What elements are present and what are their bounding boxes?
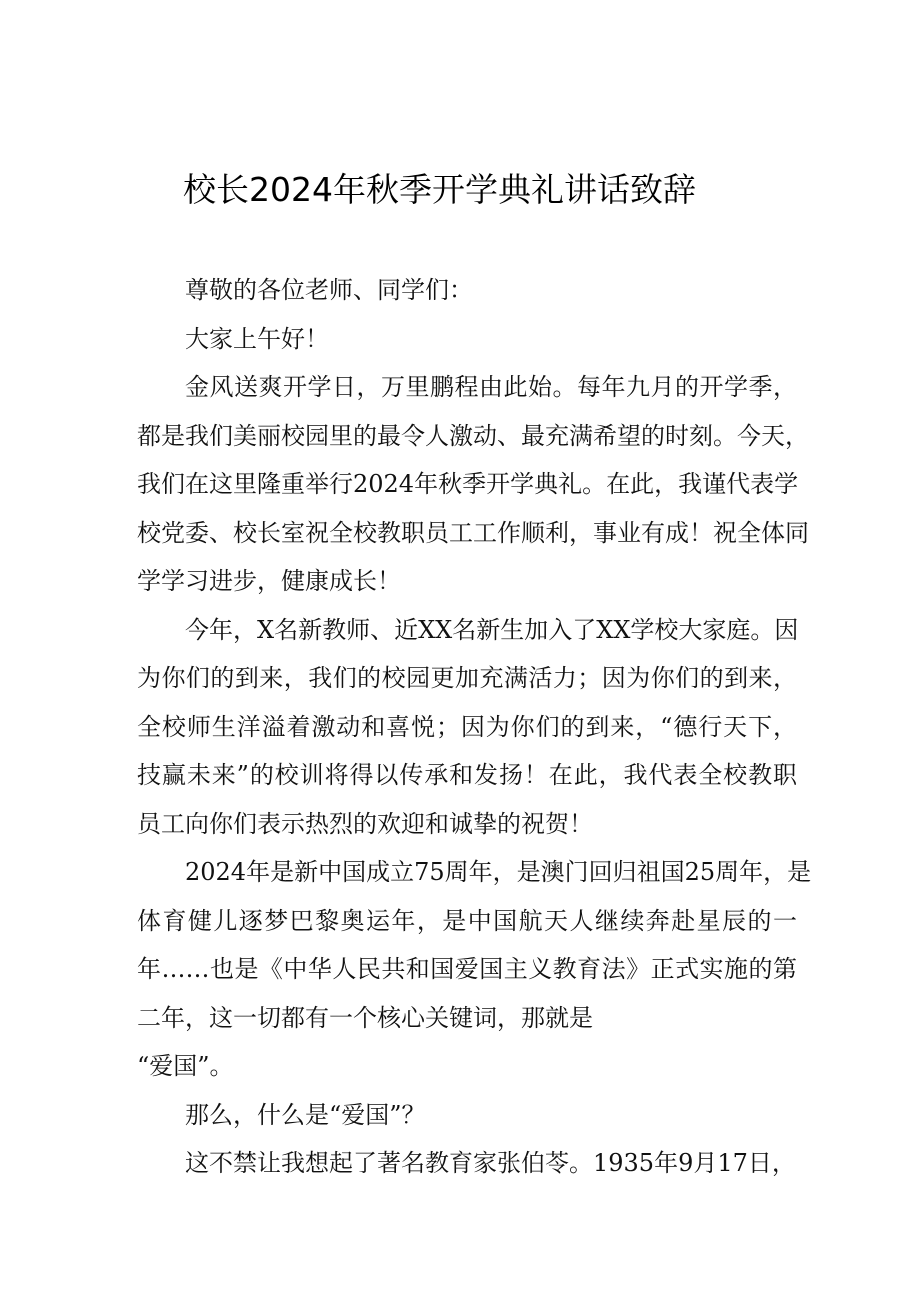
paragraph-3-line-2: 体育健儿逐梦巴黎奥运年，是中国航天人继续奔赴星辰的一: [137, 907, 797, 935]
paragraph-2-line-1: 今年，X名新教师、近XX名新生加入了XX学校大家庭。因: [185, 616, 799, 644]
greeting-line: 大家上午好！: [185, 325, 329, 353]
paragraph-1-line-1: 金风送爽开学日，万里鹏程由此始。每年九月的开学季，: [185, 373, 797, 401]
paragraph-2-line-2: 为你们的到来，我们的校园更加充满活力；因为你们的到来，: [137, 664, 797, 692]
paragraph-1-line-3: 我们在这里隆重举行2024年秋季开学典礼。在此，我谨代表学: [137, 470, 799, 498]
paragraph-3-line-4: 二年，这一切都有一个核心关键词，那就是: [137, 1004, 593, 1032]
paragraph-3-line-1: 2024年是新中国成立75周年，是澳门回归祖国25周年，是: [185, 858, 812, 886]
question-line: 那么，什么是“爱国”？: [185, 1101, 426, 1129]
salutation-line: 尊敬的各位老师、同学们：: [185, 276, 473, 304]
document-title: 校长2024年秋季开学典礼讲话致辞: [183, 170, 696, 209]
paragraph-3-line-5: “爱国”。: [137, 1052, 234, 1080]
paragraph-2-line-5: 员工向你们表示热烈的欢迎和诚挚的祝贺！: [137, 810, 593, 838]
paragraph-4-line-1: 这不禁让我想起了著名教育家张伯苓。1935年9月17日，: [185, 1149, 796, 1177]
paragraph-1-line-2: 都是我们美丽校园里的最令人激动、最充满希望的时刻。今天，: [137, 422, 809, 450]
paragraph-1-line-4: 校党委、校长室祝全校教职员工工作顺利，事业有成！祝全体同: [137, 519, 809, 547]
paragraph-2-line-4: 技赢未来”的校训将得以传承和发扬！在此，我代表全校教职: [137, 761, 797, 789]
paragraph-1-line-5: 学学习进步，健康成长！: [137, 567, 401, 595]
paragraph-2-line-3: 全校师生洋溢着激动和喜悦；因为你们的到来，“德行天下，: [137, 713, 797, 741]
paragraph-3-line-3: 年……也是《中华人民共和国爱国主义教育法》正式实施的第: [137, 955, 797, 983]
